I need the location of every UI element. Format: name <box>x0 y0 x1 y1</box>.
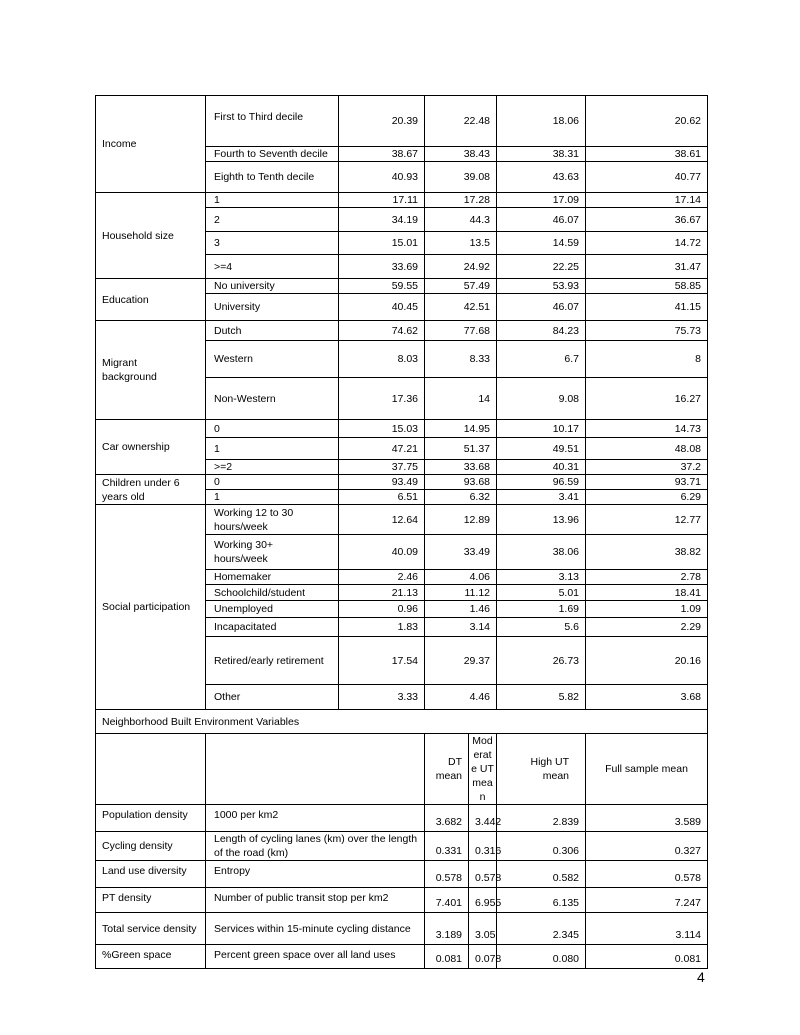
value-cell: 38.67 <box>339 147 425 162</box>
value-cell: 6.32 <box>425 490 497 505</box>
value-cell: 38.43 <box>425 147 497 162</box>
value-cell: 33.68 <box>425 460 497 475</box>
category-label: Homemaker <box>206 570 339 585</box>
variable-name: %Green space <box>96 945 206 969</box>
value-cell: 0.578 <box>586 861 708 888</box>
value-cell: 4.06 <box>425 570 497 585</box>
value-cell: 96.59 <box>497 475 586 490</box>
category-label: 3 <box>206 232 339 255</box>
value-cell: 11.12 <box>425 585 497 601</box>
value-cell: 13.5 <box>425 232 497 255</box>
group-label: Social participation <box>96 505 206 710</box>
value-cell: 48.08 <box>586 438 708 460</box>
value-cell: 20.16 <box>586 637 708 685</box>
col-header-dt: DT mean <box>425 734 469 805</box>
col-header-high-ut: High UT mean <box>497 734 586 805</box>
value-cell: 58.85 <box>586 279 708 294</box>
value-cell: 20.62 <box>586 96 708 147</box>
value-cell: 12.77 <box>586 505 708 535</box>
value-cell: 3.189 <box>425 913 469 945</box>
value-cell: 4.46 <box>425 685 497 710</box>
page-number: 4 <box>697 969 705 985</box>
value-cell: 40.45 <box>339 294 425 321</box>
col-header-moderate-ut: Moderate UT mean <box>469 734 497 805</box>
category-label: 0 <box>206 475 339 490</box>
value-cell: 17.14 <box>586 193 708 208</box>
value-cell: 6.135 <box>497 888 586 913</box>
value-cell: 6.7 <box>497 341 586 378</box>
value-cell: 3.68 <box>586 685 708 710</box>
variable-description: Entropy <box>206 861 425 888</box>
value-cell: 2.29 <box>586 618 708 637</box>
category-label: No university <box>206 279 339 294</box>
value-cell: 33.49 <box>425 535 497 570</box>
value-cell: 8.03 <box>339 341 425 378</box>
value-cell: 38.31 <box>497 147 586 162</box>
category-label: >=4 <box>206 255 339 279</box>
value-cell: 17.28 <box>425 193 497 208</box>
value-cell: 5.01 <box>497 585 586 601</box>
variable-description: Percent green space over all land uses <box>206 945 425 969</box>
value-cell: 3.442 <box>469 805 497 832</box>
empty-header-cell <box>206 734 425 805</box>
value-cell: 3.33 <box>339 685 425 710</box>
value-cell: 0.582 <box>497 861 586 888</box>
value-cell: 0.306 <box>497 832 586 861</box>
value-cell: 0.081 <box>425 945 469 969</box>
value-cell: 41.15 <box>586 294 708 321</box>
value-cell: 59.55 <box>339 279 425 294</box>
value-cell: 57.49 <box>425 279 497 294</box>
value-cell: 36.67 <box>586 208 708 232</box>
group-label: Car ownership <box>96 420 206 475</box>
value-cell: 42.51 <box>425 294 497 321</box>
value-cell: 75.73 <box>586 321 708 341</box>
category-label: >=2 <box>206 460 339 475</box>
value-cell: 1.83 <box>339 618 425 637</box>
value-cell: 10.17 <box>497 420 586 438</box>
category-label: First to Third decile <box>206 96 339 147</box>
group-label: Education <box>96 279 206 321</box>
value-cell: 46.07 <box>497 294 586 321</box>
category-label: 1 <box>206 490 339 505</box>
value-cell: 77.68 <box>425 321 497 341</box>
value-cell: 9.08 <box>497 378 586 420</box>
value-cell: 0.081 <box>586 945 708 969</box>
value-cell: 12.89 <box>425 505 497 535</box>
value-cell: 6.51 <box>339 490 425 505</box>
value-cell: 34.19 <box>339 208 425 232</box>
value-cell: 31.47 <box>586 255 708 279</box>
value-cell: 93.71 <box>586 475 708 490</box>
value-cell: 0.080 <box>497 945 586 969</box>
value-cell: 16.27 <box>586 378 708 420</box>
value-cell: 22.25 <box>497 255 586 279</box>
value-cell: 37.2 <box>586 460 708 475</box>
value-cell: 3.13 <box>497 570 586 585</box>
value-cell: 14.72 <box>586 232 708 255</box>
value-cell: 37.75 <box>339 460 425 475</box>
value-cell: 0.331 <box>425 832 469 861</box>
value-cell: 3.682 <box>425 805 469 832</box>
value-cell: 39.08 <box>425 162 497 193</box>
value-cell: 14.73 <box>586 420 708 438</box>
value-cell: 0.078 <box>469 945 497 969</box>
value-cell: 14 <box>425 378 497 420</box>
category-label: Incapacitated <box>206 618 339 637</box>
category-label: Other <box>206 685 339 710</box>
value-cell: 5.6 <box>497 618 586 637</box>
variable-name: PT density <box>96 888 206 913</box>
value-cell: 5.82 <box>497 685 586 710</box>
category-label: 1 <box>206 193 339 208</box>
value-cell: 14.59 <box>497 232 586 255</box>
value-cell: 3.14 <box>425 618 497 637</box>
value-cell: 6.955 <box>469 888 497 913</box>
value-cell: 8.33 <box>425 341 497 378</box>
category-label: Working 30+ hours/week <box>206 535 339 570</box>
value-cell: 0.578 <box>425 861 469 888</box>
value-cell: 24.92 <box>425 255 497 279</box>
value-cell: 12.64 <box>339 505 425 535</box>
value-cell: 0.316 <box>469 832 497 861</box>
value-cell: 20.39 <box>339 96 425 147</box>
value-cell: 29.37 <box>425 637 497 685</box>
group-label: Income <box>96 96 206 193</box>
section-title: Neighborhood Built Environment Variables <box>96 710 708 734</box>
value-cell: 38.82 <box>586 535 708 570</box>
variable-name: Land use diversity <box>96 861 206 888</box>
variable-description: Number of public transit stop per km2 <box>206 888 425 913</box>
value-cell: 53.93 <box>497 279 586 294</box>
value-cell: 3.41 <box>497 490 586 505</box>
value-cell: 2.46 <box>339 570 425 585</box>
category-label: 1 <box>206 438 339 460</box>
category-label: Retired/early retirement <box>206 637 339 685</box>
value-cell: 0.327 <box>586 832 708 861</box>
value-cell: 33.69 <box>339 255 425 279</box>
empty-header-cell <box>96 734 206 805</box>
category-label: University <box>206 294 339 321</box>
value-cell: 51.37 <box>425 438 497 460</box>
value-cell: 21.13 <box>339 585 425 601</box>
value-cell: 18.41 <box>586 585 708 601</box>
value-cell: 1.09 <box>586 601 708 618</box>
value-cell: 13.96 <box>497 505 586 535</box>
value-cell: 93.68 <box>425 475 497 490</box>
category-label: Non-Western <box>206 378 339 420</box>
category-label: 0 <box>206 420 339 438</box>
value-cell: 8 <box>586 341 708 378</box>
value-cell: 46.07 <box>497 208 586 232</box>
value-cell: 44.3 <box>425 208 497 232</box>
value-cell: 26.73 <box>497 637 586 685</box>
value-cell: 14.95 <box>425 420 497 438</box>
value-cell: 6.29 <box>586 490 708 505</box>
value-cell: 1.69 <box>497 601 586 618</box>
value-cell: 49.51 <box>497 438 586 460</box>
group-label: Household size <box>96 193 206 279</box>
value-cell: 40.09 <box>339 535 425 570</box>
value-cell: 22.48 <box>425 96 497 147</box>
value-cell: 7.247 <box>586 888 708 913</box>
group-label: Migrant background <box>96 321 206 420</box>
data-table <box>95 95 708 969</box>
value-cell: 38.61 <box>586 147 708 162</box>
category-label: Schoolchild/student <box>206 585 339 601</box>
value-cell: 0.578 <box>469 861 497 888</box>
value-cell: 38.06 <box>497 535 586 570</box>
value-cell: 17.54 <box>339 637 425 685</box>
value-cell: 3.589 <box>586 805 708 832</box>
value-cell: 84.23 <box>497 321 586 341</box>
variable-name: Population density <box>96 805 206 832</box>
category-label: 2 <box>206 208 339 232</box>
value-cell: 40.31 <box>497 460 586 475</box>
category-label: Western <box>206 341 339 378</box>
value-cell: 3.114 <box>586 913 708 945</box>
variable-name: Cycling density <box>96 832 206 861</box>
col-header-full-sample: Full sample mean <box>586 734 708 805</box>
category-label: Unemployed <box>206 601 339 618</box>
variable-description: Services within 15-minute cycling distance <box>206 913 425 945</box>
value-cell: 17.11 <box>339 193 425 208</box>
value-cell: 17.09 <box>497 193 586 208</box>
group-label: Children under 6 years old <box>96 475 206 505</box>
variable-description: Length of cycling lanes (km) over the length of the road (km) <box>206 832 425 861</box>
category-label: Eighth to Tenth decile <box>206 162 339 193</box>
value-cell: 7.401 <box>425 888 469 913</box>
category-label: Working 12 to 30 hours/week <box>206 505 339 535</box>
value-cell: 18.06 <box>497 96 586 147</box>
value-cell: 3.05 <box>469 913 497 945</box>
variable-name: Total service density <box>96 913 206 945</box>
value-cell: 15.03 <box>339 420 425 438</box>
value-cell: 15.01 <box>339 232 425 255</box>
value-cell: 2.839 <box>497 805 586 832</box>
value-cell: 74.62 <box>339 321 425 341</box>
value-cell: 40.93 <box>339 162 425 193</box>
value-cell: 2.345 <box>497 913 586 945</box>
value-cell: 1.46 <box>425 601 497 618</box>
category-label: Dutch <box>206 321 339 341</box>
category-label: Fourth to Seventh decile <box>206 147 339 162</box>
value-cell: 17.36 <box>339 378 425 420</box>
value-cell: 43.63 <box>497 162 586 193</box>
value-cell: 0.96 <box>339 601 425 618</box>
value-cell: 2.78 <box>586 570 708 585</box>
value-cell: 40.77 <box>586 162 708 193</box>
variable-description: 1000 per km2 <box>206 805 425 832</box>
value-cell: 47.21 <box>339 438 425 460</box>
value-cell: 93.49 <box>339 475 425 490</box>
